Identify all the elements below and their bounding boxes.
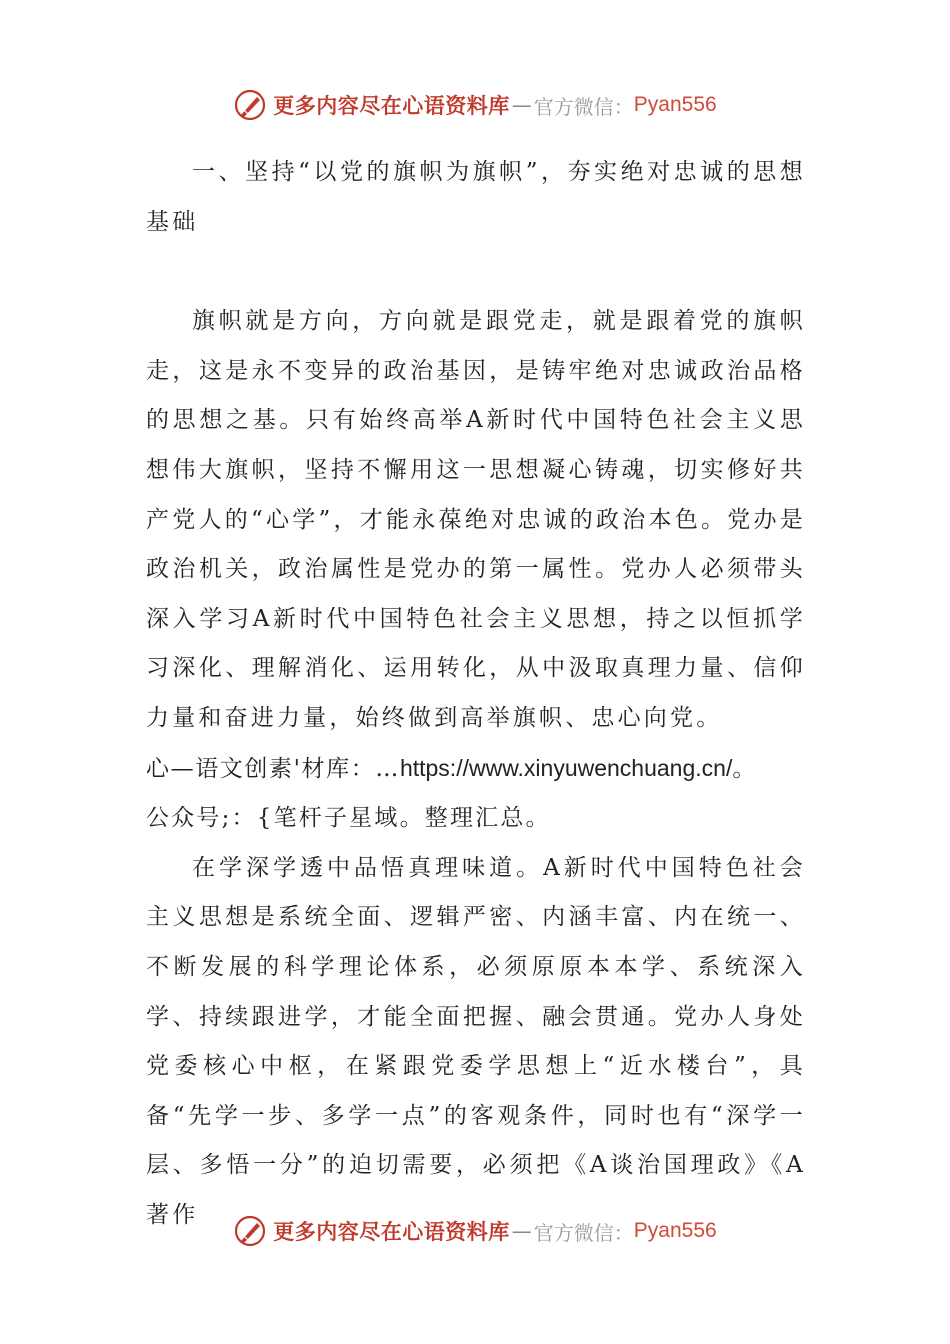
document-body bbox=[146, 148, 806, 1240]
wechat-id: Pyan556 bbox=[633, 1219, 717, 1242]
banner-dash: — bbox=[511, 93, 532, 117]
promo-text: 更多内容尽在心语资料库 bbox=[273, 93, 510, 118]
section-heading: 一、坚持“以党的旗帜为旗帜”，夯实绝对忠诚的思想基础 bbox=[146, 159, 806, 235]
paragraph-2: 在学深学透中品悟真理味道。A新时代中国特色社会主义思想是系统全面、逻辑严密、内涵丰富、内在统一、不断发展的科学理论体系，必须原原本本学、系统深入学、持续跟进学，才能全面把握、融会贯通。党办人身处党委核心中枢，在紧跟党委学思想上“近水楼台”，具备“先学一步、多学一点”的客观条件，同时也有“深学一层、多悟一分”的迫切需要，必须把《A谈治国理政》《A著作 bbox=[146, 854, 806, 1228]
footer-banner bbox=[0, 1208, 950, 1254]
wechat-id: Pyan556 bbox=[633, 93, 717, 116]
quill-logo-icon bbox=[233, 88, 267, 122]
watermark-url[interactable]: https://www.xinyuwenchuang.cn/ bbox=[399, 754, 733, 781]
quill-logo-icon bbox=[233, 1214, 267, 1248]
banner-dash: — bbox=[511, 1219, 532, 1243]
spacer bbox=[146, 247, 806, 297]
watermark-line-1 bbox=[146, 744, 806, 795]
watermark-line-2: 公众号;：{笔杆子星域。整理汇总。 bbox=[146, 805, 551, 832]
promo-text: 更多内容尽在心语资料库 bbox=[273, 1219, 510, 1244]
wechat-label: 官方微信： bbox=[533, 94, 634, 119]
watermark-prefix: 心—语文创素'材库：… bbox=[146, 755, 400, 782]
header-banner bbox=[0, 82, 950, 128]
wechat-label: 官方微信： bbox=[533, 1220, 634, 1245]
paragraph-1: 旗帜就是方向，方向就是跟党走，就是跟着党的旗帜走，这是永不变异的政治基因，是铸牢绝对忠诚政治品格的思想之基。只有始终高举A新时代中国特色社会主义思想伟大旗帜，坚持不懈用这一思想凝心铸魂，切实修好共产党人的“心学”，才能永葆绝对忠诚的政治本色。党办是政治机关，政治属性是党办的第一属性。党办人必须带头深入学习A新时代中国特色社会主义思想，持之以恒抓学习深化、理解消化、运用转化，从中汲取真理力量、信仰力量和奋进力量，始终做到高举旗帜、忠心向党。 bbox=[146, 308, 806, 731]
watermark-suffix: 。 bbox=[732, 755, 757, 782]
